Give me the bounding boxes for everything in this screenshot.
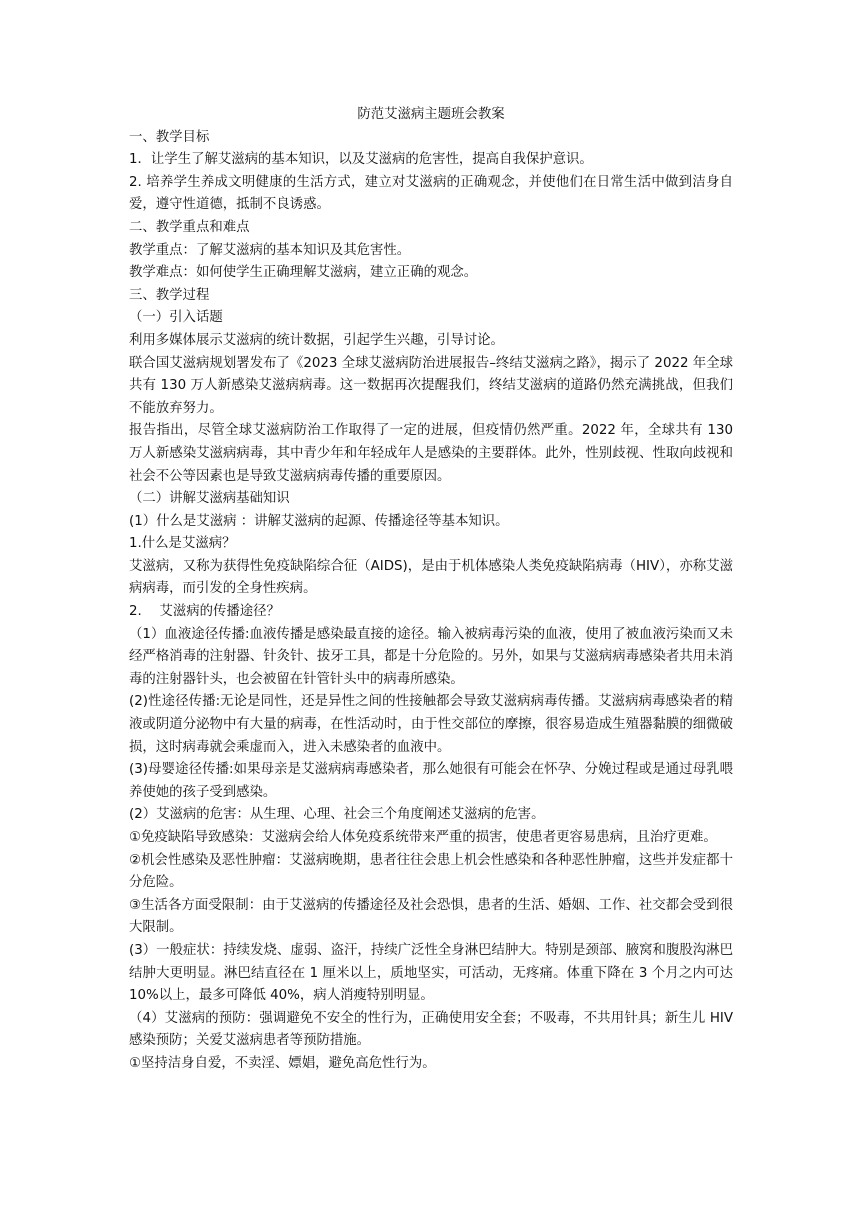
paragraph: 教学重点：了解艾滋病的基本知识及其危害性。	[129, 242, 411, 258]
paragraph: ②机会性感染及恶性肿瘤：艾滋病晚期，患者往往会患上机会性感染和各种恶性肿瘤，这些并发症都十分危险。	[129, 852, 733, 891]
paragraph: 1．让学生了解艾滋病的基本知识，以及艾滋病的危害性，提高自我保护意识。	[129, 152, 593, 168]
paragraph: (3）一般症状：持续发烧、虚弱、盗汗，持续广泛性全身淋巴结肿大。特别是颈部、腋窝和腹股沟淋巴结肿大更明显。淋巴结直径在 1 厘米以上，质地坚实，可活动，无疼痛。体重下降在 3 个月之内可达 10%以上，最多可降低 40%，病人消瘦特别明显。	[129, 942, 733, 1004]
paragraph: 1.什么是艾滋病？	[129, 536, 236, 552]
paragraph: 报告指出，尽管全球艾滋病防治工作取得了一定的进展，但疫情仍然严重。2022 年，全球共有 130 万人新感染艾滋病病毒，其中青少年和年轻成年人是感染的主要群体。此外，性别歧视、性取向歧视和社会不公等因素也是导致艾滋病病毒传播的重要原因。	[129, 423, 733, 484]
paragraph: 利用多媒体展示艾滋病的统计数据，引起学生兴趣，引导讨论。	[129, 332, 504, 348]
paragraph: 2. 艾滋病的传播途径？	[129, 604, 280, 620]
paragraph: (2）艾滋病的危害：从生理、心理、社会三个角度阐述艾滋病的危害。	[129, 807, 545, 823]
document-title: 防范艾滋病主题班会教案	[357, 107, 505, 122]
section-heading: 一、教学目标	[129, 129, 210, 145]
section-heading: 二、教学重点和难点	[129, 219, 250, 235]
paragraph: ③生活各方面受限制：由于艾滋病的传播途径及社会恐惧，患者的生活、婚姻、工作、社交都会受到很大限制。	[129, 897, 733, 936]
paragraph: (2)性途径传播:无论是同性，还是异性之间的性接触都会导致艾滋病病毒传播。艾滋病病毒感染者的精液或阴道分泌物中有大量的病毒，在性活动时，由于性交部位的摩擦，很容易造成生殖器黏膜的细微破损，这时病毒就会乘虚而入，进入未感染者的血液中。	[129, 694, 733, 755]
paragraph: 教学难点：如何使学生正确理解艾滋病，建立正确的观念。	[129, 265, 478, 281]
subsection-heading: （一）引入话题	[129, 310, 223, 326]
paragraph: （4）艾滋病的预防：强调避免不安全的性行为，正确使用安全套；不吸毒，不共用针具；新生儿 HIV 感染预防；关爱艾滋病患者等预防措施。	[129, 1010, 733, 1049]
paragraph: 艾滋病，又称为获得性免疫缺陷综合征（AIDS)，是由于机体感染人类免疫缺陷病毒（HIV），亦称艾滋病病毒，而引发的全身性疾病。	[129, 558, 733, 597]
section-heading: 三、教学过程	[129, 287, 210, 303]
paragraph: ①免疫缺陷导致感染：艾滋病会给人体免疫系统带来严重的损害，使患者更容易患病，且治疗更难。	[129, 830, 717, 845]
document-body	[129, 104, 733, 1076]
paragraph: (1）什么是艾滋病 ：讲解艾滋病的起源、传播途径等基本知识。	[129, 513, 509, 529]
subsection-heading: （二）讲解艾滋病基础知识	[129, 491, 290, 507]
paragraph: 联合国艾滋病规划署发布了《2023 全球艾滋病防治进展报告–终结艾滋病之路》，揭示了 2022 年全球共有 130 万人新感染艾滋病病毒。这一数据再次提醒我们，终结艾滋病的道路仍然充满挑战，但我们不能放弃努力。	[129, 355, 733, 416]
paragraph: （1）血液途径传播:血液传播是感染最直接的途径。输入被病毒污染的血液，使用了被血液污染而又未经严格消毒的注射器、针灸针、拔牙工具，都是十分危险的。另外，如果与艾滋病病毒感染者共用未消毒的注射器针头，也会被留在针管针头中的病毒所感染。	[129, 626, 733, 687]
paragraph: (3)母婴途径传播:如果母亲是艾滋病病毒感染者，那么她很有可能会在怀孕、分娩过程或是通过母乳喂养使她的孩子受到感染。	[129, 762, 733, 800]
paragraph: 2. 培养学生养成文明健康的生活方式，建立对艾滋病的正确观念，并使他们在日常生活中做到洁身自爱，遵守性道德，抵制不良诱惑。	[129, 174, 733, 213]
paragraph: ①坚持洁身自爱，不卖淫、嫖娼，避免高危性行为。	[129, 1055, 436, 1071]
